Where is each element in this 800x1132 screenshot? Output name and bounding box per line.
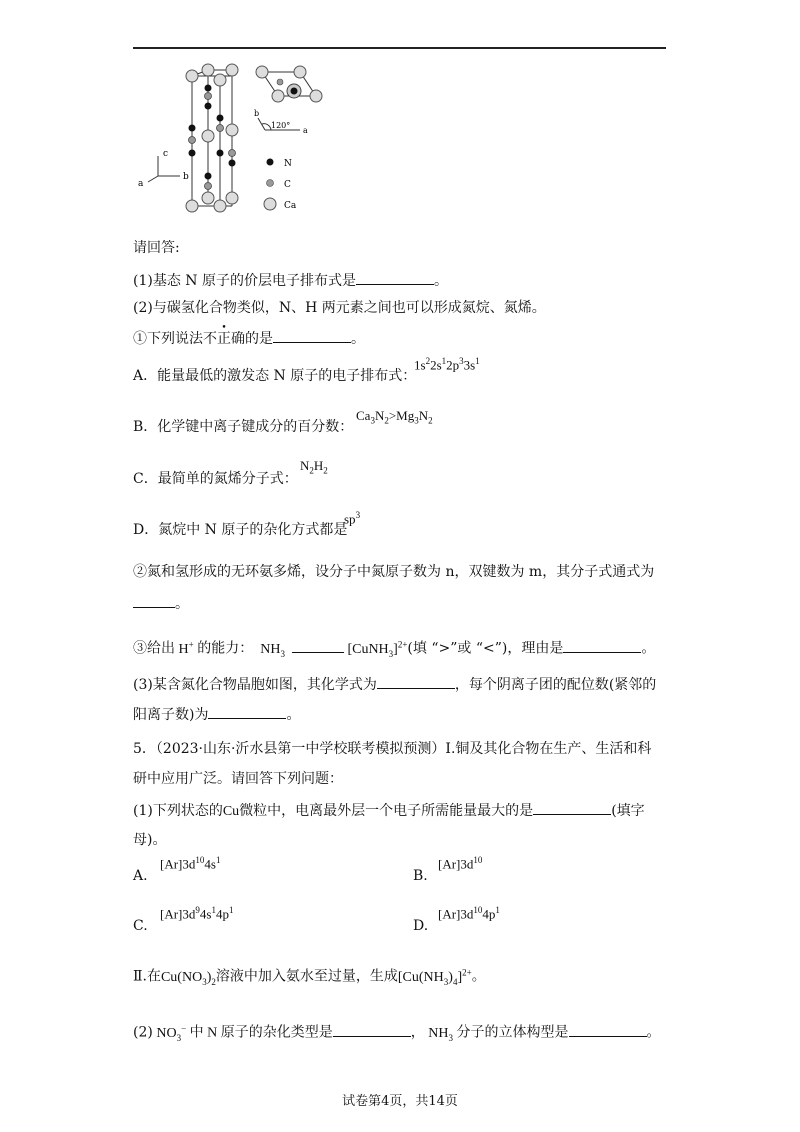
q2c-fill: (填 “>”或 “<”)，理由是	[407, 640, 564, 657]
q5-2-line: (2) $NO_3^-$ 中 N 原子的杂化类型是 ， $NH_3$ 分子的立体构型是 。	[133, 1023, 661, 1043]
q3-blank[interactable]	[377, 674, 455, 689]
q2b-blank[interactable]	[133, 593, 175, 608]
q5-2-comma: ，	[410, 1024, 425, 1041]
q2a-emph: 不正确	[203, 331, 245, 347]
option-c-formula: $N_2H_2$	[300, 458, 328, 476]
legend-ca: Ca	[284, 201, 297, 211]
top-rule	[133, 47, 666, 49]
q5-option-d: D.	[413, 918, 429, 934]
q5-2-post: 原子的杂化类型是	[220, 1024, 333, 1041]
q2-line: (2)与碳氢化合物类似，N、H 两元素之间也可以形成氮烷、氮烯。	[133, 300, 546, 316]
q5-option-b: B.	[413, 868, 428, 884]
q5-1-pre: (1)下列状态的	[133, 803, 223, 819]
q5-header: 5．（2023·山东·沂水县第一中学校联考模拟预测）Ⅰ.铜及其化合物在生产、生活和科	[133, 741, 652, 757]
option-b-formula: $Ca_3N_2>Mg_3N_2$	[356, 408, 433, 426]
q2c-pre: ③给出	[133, 640, 175, 657]
q5-header-2: 研中应用广泛。请回答下列问题：	[133, 771, 343, 787]
q5-II-line: Ⅱ.在$Cu(NO_3)_2$溶液中加入氨水至过量，生成$[Cu(NH_3)_4]^{2+}$。	[133, 967, 486, 987]
q5-option-d-formula: $[Ar]3d^{10}4p^1$	[438, 905, 500, 922]
legend-c: C	[284, 180, 291, 190]
q5-option-a-formula: $[Ar]3d^{10}4s^1$	[160, 855, 221, 872]
q3b-line	[133, 704, 300, 725]
q5-II-end: 。	[471, 968, 486, 985]
q2c-reason-blank[interactable]	[563, 638, 641, 653]
q2b-blank-line	[133, 593, 189, 614]
page-footer: 试卷第4页，共14页	[342, 1094, 458, 1109]
q1-text: (1)基态 N 原子的价层电子排布式是	[133, 273, 356, 289]
q2c-line: ③给出 H+ 的能力： $NH_3$ [CuNH$_3$]$^{2+}$(填 “>”或 “<”)，理由是 。	[133, 639, 656, 659]
q2a-end: 。	[351, 331, 365, 347]
q2a-pre: ①下列说法	[133, 331, 203, 347]
q2b-end: 。	[175, 596, 189, 612]
intro: 请回答:	[133, 240, 180, 256]
angle-a-label: a	[303, 126, 308, 135]
q3b-end: 。	[286, 707, 301, 723]
axis-c-label: c	[163, 149, 169, 159]
q5-II-pre: Ⅱ.在	[133, 968, 161, 985]
q5-1b-line: 母)。	[133, 832, 167, 848]
q5-1-end: (填字	[611, 803, 645, 819]
q2a-blank[interactable]	[273, 328, 351, 343]
q5-2-blank-2[interactable]	[569, 1022, 647, 1037]
q5-option-a: A.	[133, 868, 148, 884]
option-c: C．最简单的氮烯分子式：	[133, 471, 298, 487]
option-b: B．化学键中离子键成分的百分数：	[133, 419, 354, 435]
q5-1-line: (1)下列状态的Cu微粒中，电离最外层一个电子所需能量最大的是 (填字	[133, 800, 645, 822]
q5-1-blank[interactable]	[533, 800, 611, 815]
q2a-post: 的是	[245, 331, 273, 347]
q2c-end: 。	[641, 640, 656, 657]
angle-label: 120°	[271, 121, 291, 130]
q5-2-pre: (2)	[133, 1024, 153, 1041]
legend-n: N	[284, 159, 292, 169]
q5-2-end: 。	[646, 1024, 661, 1041]
q2b-line: ②氮和氢形成的无环氨多烯，设分子中氮原子数为 n，双键数为 m，其分子式通式为	[133, 564, 655, 580]
option-d: D．氮烷中 N 原子的杂化方式都是	[133, 522, 348, 538]
q3-line	[133, 674, 656, 695]
option-a-formula: $1s^22s^12p^33s^1$	[414, 356, 480, 373]
q5-option-c-formula: $[Ar]3d^94s^14p^1$	[160, 905, 234, 922]
q2c-mid: 的能力：	[197, 640, 254, 657]
angle-b-label: b	[254, 109, 260, 118]
q5-option-c: C.	[133, 918, 148, 934]
axis-b-label: b	[183, 172, 189, 182]
q1-line	[133, 270, 448, 291]
option-d-formula: $sp^3$	[344, 510, 361, 527]
q2a-line	[133, 328, 365, 349]
q5-option-b-formula: $[Ar]3d^{10}$	[438, 855, 483, 872]
q2c-blank[interactable]	[292, 638, 344, 653]
crystal-cell-figure	[130, 58, 360, 218]
q5-2-blank-1[interactable]	[333, 1022, 411, 1037]
q3-text: (3)某含氮化合物晶胞如图，其化学式为	[133, 677, 377, 693]
q3b-blank[interactable]	[208, 704, 286, 719]
q5-II-mid: 溶液中加入氨水至过量，生成	[215, 968, 398, 985]
option-a: A．能量最低的激发态 N 原子的电子排布式：	[133, 368, 417, 384]
q5-2-post2: 分子的立体构型是	[456, 1024, 569, 1041]
q3-mid: ，每个阴离子团的配位数(紧邻的	[454, 677, 657, 693]
q1-blank[interactable]	[356, 270, 434, 285]
q3b-text: 阳离子数)为	[133, 707, 209, 723]
axis-a-label: a	[138, 179, 144, 189]
q5-1-post: 微粒中，电离最外层一个电子所需能量最大的是	[239, 803, 534, 819]
q5-2-mid: 中	[189, 1024, 204, 1041]
q1-end: 。	[433, 273, 448, 289]
